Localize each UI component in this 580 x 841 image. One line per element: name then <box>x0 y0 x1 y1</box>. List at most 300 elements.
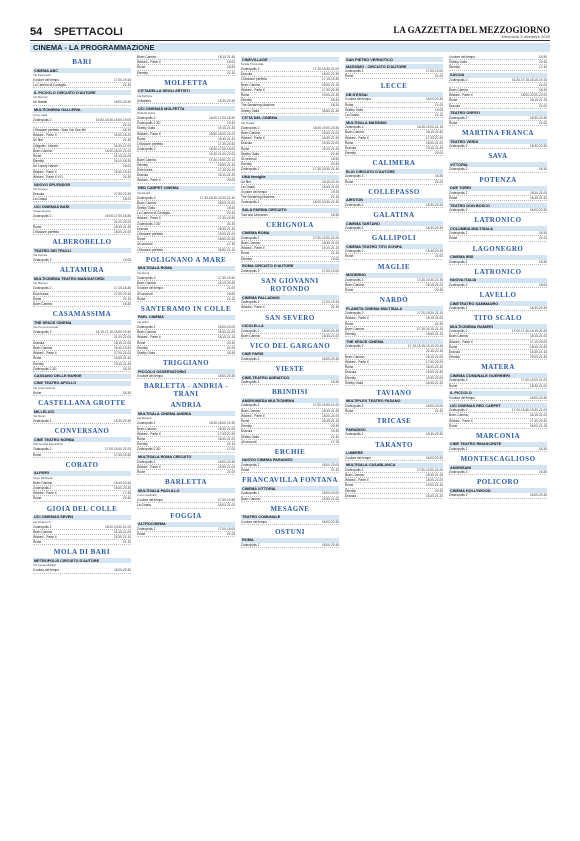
showtimes: 20.00 <box>227 178 235 183</box>
showtime-row <box>345 432 443 437</box>
film-title: Wicked - Parte II <box>33 534 57 539</box>
showtimes: 18.40-21.00 <box>321 131 339 136</box>
showtimes: 17.40-20.10 <box>217 168 235 173</box>
film-title: Zootropolis 2 3D <box>33 366 57 371</box>
film-title: Wicked - Parte II <box>449 93 473 98</box>
showtimes: 18.30 <box>539 231 547 236</box>
city-heading: MAGLIE <box>377 262 411 271</box>
cinema-name: TEATRO COMUNALE <box>241 515 339 520</box>
film-title: Un film <box>241 179 251 184</box>
city-heading: CASTELLANA GROTTE <box>38 399 126 408</box>
film-title: Zootropolis 2 <box>345 277 364 282</box>
film-title: Diva futura <box>137 168 153 173</box>
film-title: Zootropolis 2 <box>137 116 156 121</box>
film-title: Il colore del tempo <box>137 498 164 503</box>
showtimes: 18.00-20.30 <box>425 97 443 102</box>
cinema-name: AIRSTON <box>345 198 443 203</box>
film-title: Zootropolis 2 <box>449 208 468 213</box>
film-title: Ruine <box>449 383 458 388</box>
city-heading: BARI <box>72 58 92 66</box>
film-title: Zootropolis 2 <box>345 403 364 408</box>
showtime-row <box>345 151 443 156</box>
film-title: Ruine <box>137 531 146 536</box>
film-title: Wicked - Parte II V.O. <box>33 174 64 179</box>
film-title: Ruine <box>33 224 42 229</box>
showtimes: 18.30-20.30 <box>425 432 443 437</box>
showtimes: 18.00-21.00 <box>425 140 443 145</box>
cinema-name: MODERNO <box>345 273 443 278</box>
showtime-row <box>345 203 443 208</box>
film-title: La Grazia <box>345 113 359 118</box>
film-title: Zootropolis 2 <box>241 356 260 361</box>
cinema-address: Via Roma <box>137 270 150 275</box>
showtimes: 18.30-21.00 <box>217 426 235 431</box>
showtimes: 18.00-20.30 <box>321 356 339 361</box>
film-title: Zootropolis 2 <box>449 115 468 120</box>
cinema-name: MULTISALA PAOLILLO <box>137 488 235 493</box>
cinema-name: CINE TEATRO RINASCENTE <box>449 442 547 447</box>
showtimes: 18.40-21.20 <box>425 380 443 385</box>
film-title: 40 secondi <box>241 439 257 444</box>
cinema-name: CINE TEATRO NORBA <box>33 437 131 442</box>
showtimes: 19.40 <box>227 121 235 126</box>
cinema-name: NUOVO CINEMA PARADISO <box>241 458 339 463</box>
film-title: Dracula <box>137 226 148 231</box>
film-title: Ruine <box>345 74 354 79</box>
showtimes: 18.15-21.15 <box>217 335 235 340</box>
cinema-name: CICOLELLA <box>241 324 339 329</box>
film-title: Eternity <box>33 159 44 164</box>
showtimes: 18.00-20.30 <box>217 237 235 242</box>
city-heading: LAVELLO <box>479 291 517 300</box>
film-title: Zootropolis 2 <box>345 467 364 472</box>
cinema-address: Via Barletta <box>137 416 152 421</box>
cinema-name: IL PICCOLO CIRCUITO D'AUTORE <box>33 90 131 95</box>
film-title: Zootropolis 2 <box>345 174 364 179</box>
film-title: Ruine <box>33 540 42 545</box>
film-title: Zootropolis 2 <box>33 258 52 263</box>
showtimes: 20.45 <box>435 288 443 293</box>
film-title: Il Maestro <box>137 98 151 103</box>
showtime-row <box>449 306 547 311</box>
film-title: Ruine <box>137 436 146 441</box>
showtimes: 17.30-19.40 <box>217 275 235 280</box>
showtime-row <box>137 297 235 302</box>
showtimes: 17.15-20.00 <box>529 339 547 344</box>
showtimes: 17.30-20.30 <box>321 87 339 92</box>
showtimes: 18.15-21.00 <box>425 282 443 287</box>
film-title: Wicked - Parte II <box>137 178 161 183</box>
film-title: Ruine <box>449 344 458 349</box>
cinema-name: PAEL CINEMA <box>137 315 235 320</box>
film-title: Zootropolis 2 <box>33 117 52 122</box>
showtimes: 18.15-20.40 <box>425 130 443 135</box>
showtimes: 19.00 <box>435 107 443 112</box>
showtimes: 18.30-20.30 <box>425 226 443 231</box>
showtimes: 18.30-21.30 <box>529 195 547 200</box>
showtimes: 18.30-21.30 <box>321 136 339 141</box>
city-heading: TITO SCALO <box>473 314 523 323</box>
showtimes: 19.10-21.45 <box>113 361 131 366</box>
showtimes: 18.30-21.00 <box>217 330 235 335</box>
film-title: Buen Camino <box>137 55 157 59</box>
film-title: Zootropolis 2 3D <box>137 221 161 226</box>
city-heading: FRANCAVILLA FONTANA <box>242 476 338 485</box>
film-title: Dracula <box>449 103 460 108</box>
showtimes: 18.50-21.10 <box>217 247 235 252</box>
cinema-name: DB D'ESSAI <box>345 92 443 97</box>
film-title: Zootropolis 2 <box>449 282 468 287</box>
showtime-row <box>137 503 235 508</box>
cinema-name: DUE TORRI <box>449 186 547 191</box>
showtimes: 18.00 <box>539 282 547 287</box>
showtime-row <box>449 236 547 241</box>
cinema-name: CINE-TEATRO ADRIATICO <box>241 375 339 380</box>
cinema-name: UCI CINEMAS BARI <box>33 204 131 209</box>
film-title: Zootropolis 2 <box>449 259 468 264</box>
film-title: L'Illusione perfetta <box>137 142 163 147</box>
film-title: Eternity <box>241 424 252 429</box>
city-heading: POLIGNANO A MARE <box>145 255 227 264</box>
film-title: Wicked - Parte II <box>345 359 369 364</box>
city-heading: TAVIANO <box>376 388 412 397</box>
showtimes: 20.30 <box>331 162 339 167</box>
cinema-name: THE SPACE CINEMA <box>33 320 131 325</box>
showtimes: 18.30-21.10 <box>113 534 131 539</box>
film-title: Buen Camino <box>137 426 157 431</box>
cinema-name: ANDRISANI <box>449 465 547 470</box>
showtime-row <box>33 258 131 263</box>
showtimes: 18.30-21.30 <box>113 224 131 229</box>
showtime-row <box>137 71 235 76</box>
film-title: Zootropolis 2 <box>345 249 364 254</box>
film-title: Eternity <box>241 98 252 103</box>
showtimes: 17.15-19.15-21.15 <box>416 326 443 331</box>
showtimes: 18.40-20.30 <box>113 480 131 485</box>
film-title: Eternity <box>345 488 356 493</box>
cinema-name: CINETEATRO SAMMAURO <box>449 301 547 306</box>
cinema-name: CITTADELLA DEGLI ARTISTI <box>137 89 235 94</box>
city-heading: MESAGNE <box>270 504 310 513</box>
film-title: Ruine <box>449 98 458 103</box>
showtimes: 21.30 <box>123 83 131 88</box>
film-title: Buen Camino <box>33 480 53 485</box>
cinema-name: SAVOIA <box>449 73 547 78</box>
showtime-row <box>33 175 131 180</box>
showtimes: 21.30 <box>123 174 131 179</box>
film-title: Zootropolis 2 <box>449 446 468 451</box>
city-heading: SAN SEVERO <box>265 313 315 322</box>
showtime-row <box>449 104 547 109</box>
showtime-row <box>345 226 443 231</box>
film-title: Ruine <box>345 365 354 370</box>
film-title: Zootropolis 2 3D <box>137 121 161 126</box>
cinema-name: SALA FARINA CIRCUITO <box>241 208 339 213</box>
showtimes: 18.00-20.30 <box>113 100 131 105</box>
showtimes: 21.00 <box>227 286 235 291</box>
film-title: Zootropolis 2 3D <box>137 447 161 452</box>
showtime-row <box>33 197 131 202</box>
film-title: Il colore del tempo <box>137 286 164 291</box>
showtime-row <box>345 381 443 386</box>
film-title: Ruine <box>345 409 354 414</box>
film-title: Zootropolis 2 <box>33 524 52 529</box>
showtimes: 18.00-20.00 <box>425 403 443 408</box>
showtimes: 19.30-22.00 <box>425 375 443 380</box>
film-title: Zootropolis 2 <box>241 167 260 172</box>
film-title: Buen Camino <box>33 345 53 350</box>
showtimes: 18.00-20.00-22.00 <box>520 93 547 98</box>
showtime-row <box>345 254 443 259</box>
film-title: Eternity <box>345 151 356 156</box>
film-title: Ruine <box>345 254 354 259</box>
film-title: Wicked - Parte II <box>137 431 161 436</box>
cinema-name: MULTISALA CINEMA ANDRIA <box>137 411 235 416</box>
cinema-name: ANDROMEDA MULTICINEMA <box>241 398 339 403</box>
showtimes: 18.00-21.00 <box>217 503 235 508</box>
film-title: Zootropolis 2 <box>449 231 468 236</box>
showtimes: 18.00-20.30 <box>113 485 131 490</box>
showtime-row <box>345 409 443 414</box>
showtimes: 18.00-20.30 <box>529 208 547 213</box>
cinema-address: Via Verrone <box>33 187 48 192</box>
listing-column <box>446 55 550 815</box>
showtimes: 18.30 <box>331 98 339 103</box>
showtimes: 18.45-21.15 <box>321 418 339 423</box>
cinema-name: TEATRO DEI TRULLI <box>33 248 131 253</box>
showtimes: 17.45 <box>123 491 131 496</box>
film-title: Ruine <box>33 154 42 159</box>
film-title: La Camera di Consiglio <box>137 211 171 216</box>
film-title: Zootropolis 2 <box>449 190 468 195</box>
showtimes: 18.10-21.00 <box>425 354 443 359</box>
film-title: Ruine <box>345 288 354 293</box>
showtimes: 18.30 <box>539 259 547 264</box>
film-title: Ruine <box>33 390 42 395</box>
film-title: Ruine <box>241 468 250 473</box>
showtimes: 17.00-19.15 <box>113 78 131 82</box>
film-title: Il colore del tempo <box>241 190 268 195</box>
showtimes: 17.00-17.45-19.15-20.30 <box>511 329 547 334</box>
cinema-name: CINEMA HOLLYWOOD <box>449 488 547 493</box>
film-title: Wicked - Parte II <box>137 60 161 65</box>
cinema-name: PLANETA CINEMA MULTISALA <box>345 306 443 311</box>
showtimes: 18.30 <box>539 167 547 172</box>
film-title: Wicked - Parte II <box>449 339 473 344</box>
showtime-row <box>449 424 547 429</box>
film-title: Shelby Oaks <box>345 107 364 112</box>
film-title: Buen Camino <box>33 148 53 153</box>
showtimes: 18.30 <box>331 212 339 217</box>
showtimes: 18.00-21.00 <box>113 230 131 235</box>
showtimes: 18.10-21.00 <box>113 340 131 345</box>
film-title: Tout and Unknown <box>241 212 268 217</box>
cinema-address: Centro commerciale <box>33 325 59 330</box>
cinema-name: MULTICINEMA GALLERIA <box>33 108 131 113</box>
showtime-row <box>137 178 235 183</box>
showtime-row <box>137 532 235 537</box>
showtimes: 16.30-17.15-18.15-19.15 <box>511 77 547 82</box>
showtimes: 18.00-20.00 <box>217 324 235 329</box>
showtimes: 18.00 <box>227 60 235 65</box>
showtimes: 16.50-18.00-21.00 <box>208 131 235 136</box>
film-title: Wicked - Parte II <box>33 491 57 496</box>
film-title: L'Illusione perfetta <box>241 77 267 82</box>
film-title: Wicked - Parte II <box>33 133 57 138</box>
showtime-row <box>345 288 443 293</box>
showtimes: 18.40-21.00 <box>321 184 339 189</box>
showtimes: 16.00-18.20-21.00 <box>104 148 131 153</box>
showtimes: 16.30-18.00-19.30 <box>208 421 235 426</box>
cinema-address: Via Cesare Battisti <box>33 563 56 568</box>
showtimes: 18.00-21.15 <box>529 423 547 428</box>
film-title: Ruine <box>345 321 354 326</box>
showtimes: 19.00-21.45 <box>321 93 339 98</box>
showtimes: 18.00-21.00 <box>321 413 339 418</box>
showtimes: 18.30-20.30 <box>113 419 131 424</box>
film-title: Un film <box>33 138 43 143</box>
film-title: The Smashing Machine <box>241 103 275 108</box>
film-title: Wicked - Parte II <box>241 246 265 251</box>
showtimes: 18.30-21.15 <box>529 350 547 355</box>
showtimes: 18.30-21.00 <box>321 333 339 338</box>
showtimes: 21.30 <box>331 305 339 310</box>
showtimes: 19.00-21.50 <box>425 370 443 375</box>
film-title: Buen Camino <box>33 302 53 307</box>
showtimes: 21.30 <box>331 468 339 473</box>
showtimes: 18.30 <box>539 446 547 451</box>
city-heading: FOGGIA <box>170 511 202 520</box>
film-title: Un Lonely Harriet <box>33 164 58 169</box>
showtimes: 17.30 <box>227 242 235 247</box>
cinema-name: TEATRO DON BOSCO <box>449 203 547 208</box>
film-title: Zootropolis 2 <box>449 167 468 172</box>
showtimes: 21.30 <box>331 251 339 256</box>
cinema-name: MULTICINEMA TEATRO MANGIATORDI <box>33 276 131 281</box>
showtimes: 19.30 <box>331 190 339 195</box>
showtime-row <box>449 121 547 126</box>
film-title: Zootropolis 2 <box>241 491 260 496</box>
film-title: Il colore del tempo <box>137 374 164 379</box>
showtime-row <box>449 196 547 201</box>
showtime-row <box>449 384 547 389</box>
cinema-name: IL PICCOLO <box>449 391 547 396</box>
city-heading: ALBEROBELLO <box>52 238 112 247</box>
film-title: Il colore del tempo <box>33 568 60 573</box>
cinema-name: UCI CINEMAS SEVEN <box>33 515 131 520</box>
city-heading: CORATO <box>65 460 99 469</box>
film-title: Ruine <box>241 93 250 98</box>
showtime-row <box>449 260 547 265</box>
city-heading: SAN GIOVANNI ROTONDO <box>261 277 319 294</box>
showtimes: 18.00-21.00 <box>425 478 443 483</box>
cinema-address: Molfetta Outlet <box>137 111 156 116</box>
showtimes: 17.15-18.15-19.15-20.15 <box>407 344 443 349</box>
showtimes: 18.30-20.30 <box>425 249 443 254</box>
showtime-row <box>241 200 339 205</box>
cinema-address: Via Rosso <box>33 414 46 419</box>
film-title: Wicked - Parte II <box>241 305 265 310</box>
cinema-address: Corso Italia <box>33 112 48 117</box>
film-title: Zootropolis 2 <box>345 344 364 349</box>
cinema-name: MULTISALA CASABLANCA <box>345 463 443 468</box>
city-heading: LECCE <box>380 82 408 91</box>
showtimes: 18.30-21.15 <box>425 472 443 477</box>
cinema-name: CINEMA ROMA <box>241 231 339 236</box>
film-title: Dracula <box>241 141 252 146</box>
city-heading: BARLETTA - ANDRIA - TRANI <box>143 382 229 399</box>
showtimes: 21.00 <box>539 121 547 126</box>
film-title: Zootropolis 2 <box>33 214 52 219</box>
showtimes: 17.30-20.30 <box>529 418 547 423</box>
showtimes: 17.30-18.30-21.00 <box>312 67 339 71</box>
showtimes: 17.30-20.30 <box>113 192 131 197</box>
showtimes: 18.30-20.30 <box>529 115 547 120</box>
showtimes: 19.30-22.00 <box>321 141 339 146</box>
showtimes: 17.30-18.30-19.30-21.40 <box>199 195 235 200</box>
showtime-row <box>241 213 339 218</box>
film-title: Buen Camino <box>241 131 261 136</box>
showtimes: 18.50-21.30 <box>217 162 235 167</box>
cinema-name: NUOVO SPLENDOR <box>33 182 131 187</box>
showtimes: 17.40 <box>539 65 547 70</box>
showtimes: 17.20-19.50-22.10 <box>208 157 235 162</box>
listing-column <box>134 55 238 815</box>
film-title: Wicked - Parte II <box>345 478 369 483</box>
showtime-row <box>449 65 547 70</box>
city-heading: MOLFETTA <box>164 78 208 87</box>
showtime-row <box>33 453 131 458</box>
city-heading: NARDÒ <box>379 296 409 305</box>
showtimes: 18.00-21.30 <box>321 72 339 77</box>
showtimes: 18.30 <box>123 302 131 307</box>
cinema-name: THE SPACE CINEMA <box>345 339 443 344</box>
cinema-name: MILLELUCI <box>33 409 131 414</box>
film-title: Ruine <box>33 496 42 501</box>
film-title: Ruine <box>241 146 250 151</box>
showtimes: 17.00-19.00 <box>425 69 443 73</box>
film-title: Zootropolis 2 <box>241 268 260 273</box>
film-title: Shelby Oaks <box>137 350 156 355</box>
film-title: Ruine <box>137 296 146 301</box>
film-title: Zootropolis 2 <box>345 432 364 437</box>
showtime-row <box>33 419 131 424</box>
film-title: Wicked - Parte II <box>137 131 161 136</box>
film-title: Ruine <box>33 296 42 301</box>
city-heading: MATERA <box>481 363 515 372</box>
showtime-row <box>241 468 339 473</box>
film-title: Zootropolis 2 <box>241 462 260 467</box>
film-title: Zootropolis 2 <box>241 235 260 240</box>
film-title: Eternity <box>345 332 356 337</box>
film-title: Eternity <box>241 256 252 261</box>
showtimes: 17.20-19.20-21.20 <box>416 311 443 316</box>
showtime-row <box>449 208 547 213</box>
film-title: Zootropolis 2 <box>137 526 156 531</box>
cinema-name: CINEMA TARTARO <box>345 221 443 226</box>
showtimes: 18.30 <box>331 103 339 108</box>
cinema-address: Via Marconi <box>33 281 48 286</box>
showtimes: 21.30 <box>435 409 443 414</box>
cinema-name: CINEVILLAGE <box>241 57 339 62</box>
cinema-address: Corso Garibaldi <box>137 493 157 498</box>
showtimes: 18.50-21.30 <box>321 108 339 113</box>
cinema-name: MULTISALA ROMA <box>137 266 235 271</box>
showtimes: 17.30-20.40 <box>217 142 235 147</box>
cinema-name: CINEMA COMUNALE GUERRIERI <box>449 373 547 378</box>
showtimes: 21.00 <box>227 345 235 350</box>
showtimes: 18.30-21.00 <box>217 464 235 469</box>
